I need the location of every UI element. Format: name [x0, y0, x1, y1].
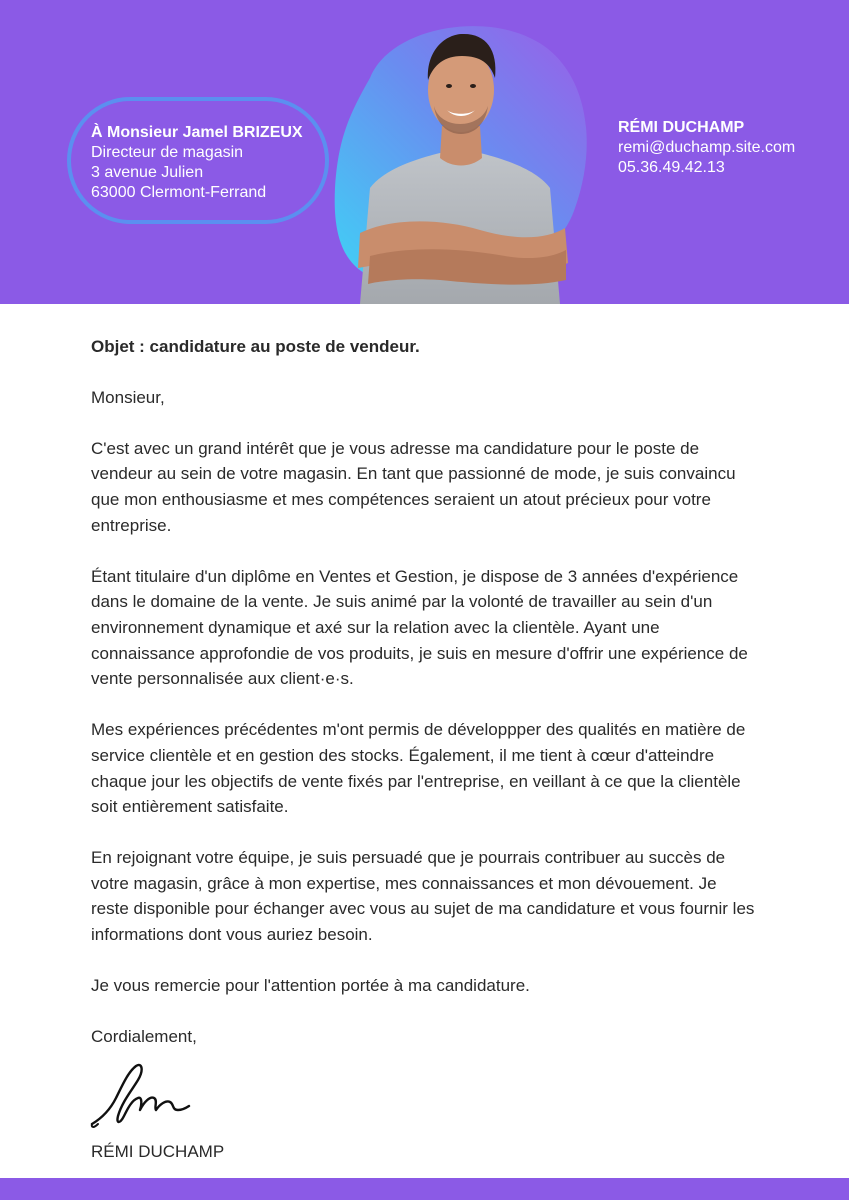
- portrait-photo: [330, 18, 592, 304]
- handwritten-signature: [88, 1058, 192, 1132]
- recipient-name: À Monsieur Jamel BRIZEUX: [91, 124, 303, 141]
- letter-paragraph: Étant titulaire d'un diplôme en Ventes et Gestion, je dispose de 3 années d'expérience dans le domaine de la vente. Je suis animé par la volonté de travailler au sein d'un environnement dynamique et axé sur la relation avec la clientèle. Ayant une connaissance approfondie de vos produits, je suis en mesure d'offrir une expérience de vente personnalisée aux client·e·s.: [91, 566, 748, 689]
- letter-paragraph: Je vous remercie pour l'attention portée à ma candidature.: [91, 976, 530, 996]
- footer-bar: [0, 1178, 849, 1200]
- letter-closing: Cordialement,: [91, 1027, 197, 1047]
- sender-phone[interactable]: 05.36.49.42.13: [618, 159, 725, 176]
- recipient-block: [91, 123, 303, 203]
- letter-paragraph: Mes expériences précédentes m'ont permis de développper des qualités en matière de service clientèle et en gestion des stocks. Également, il me tient à cœur d'atteindre chaque jour les objectifs de vente fixés par l'entreprise, en veillant à ce que la clientèle soit entièrement satisfaite.: [91, 720, 746, 817]
- letter-body: [91, 334, 756, 1050]
- letter-paragraph: C'est avec un grand intérêt que je vous adresse ma candidature pour le poste de vendeur au sein de votre magasin. En tant que passionné de mode, je suis convaincu que mon enthousiasme et mes compétences seraient un atout précieux pour votre entreprise.: [91, 438, 736, 535]
- recipient-address-line1: 3 avenue Julien: [91, 164, 204, 181]
- letter-paragraph: En rejoignant votre équipe, je suis persuadé que je pourrais contribuer au succès de votre magasin, grâce à mon expertise, mes connaissances et mon dévouement. Je reste disponible pour échanger avec vous au sujet de ma candidature et vous fournir les informations dont vous auriez besoin.: [91, 848, 755, 945]
- header-banner: [0, 0, 849, 304]
- sender-email[interactable]: remi@duchamp.site.com: [618, 139, 796, 156]
- sender-block: [618, 118, 795, 178]
- recipient-address-line2: 63000 Clermont-Ferrand: [91, 184, 267, 201]
- recipient-title: Directeur de magasin: [91, 144, 244, 161]
- sender-name: RÉMI DUCHAMP: [618, 119, 745, 136]
- letter-subject: Objet : candidature au poste de vendeur.: [91, 337, 420, 356]
- signer-name: RÉMI DUCHAMP: [91, 1142, 225, 1161]
- letter-salutation: Monsieur,: [91, 387, 165, 407]
